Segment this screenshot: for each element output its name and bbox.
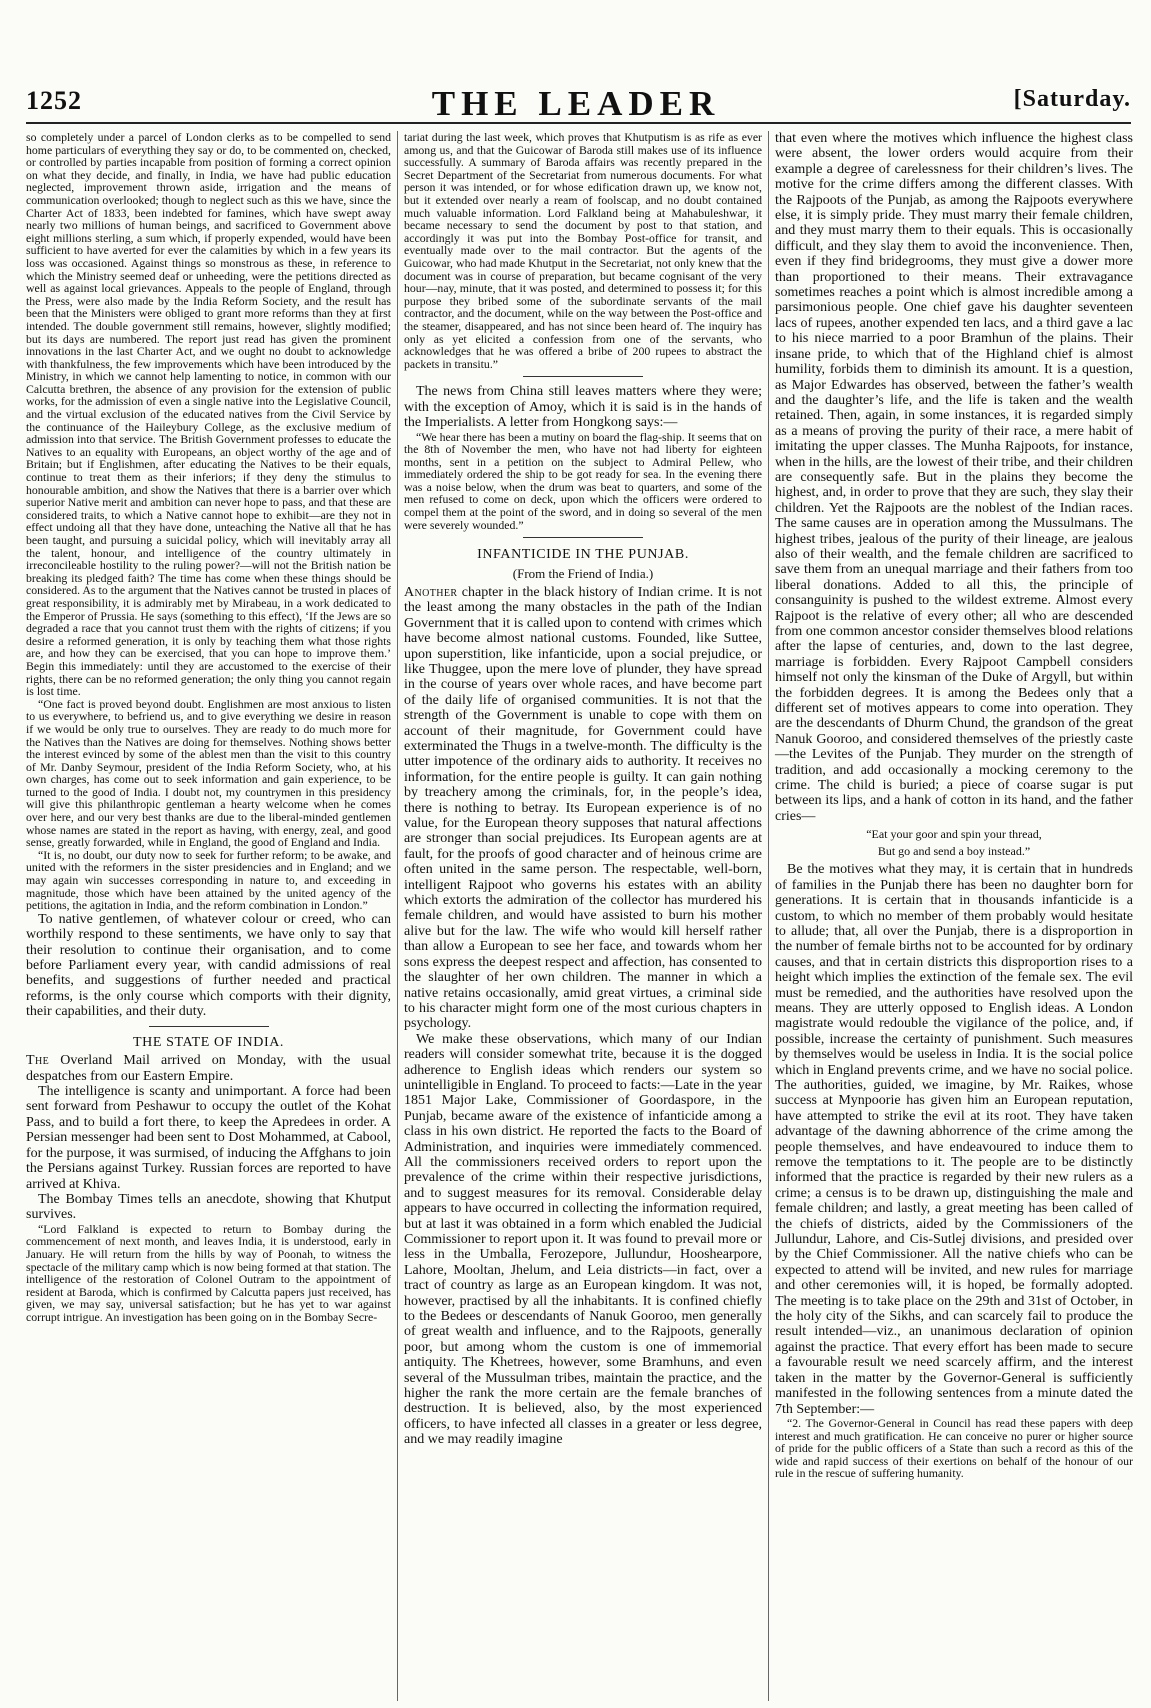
- article-separator: [523, 376, 643, 377]
- verse-line-1: “Eat your goor and spin your thread,: [866, 827, 1042, 842]
- column-3: [768, 131, 1133, 1701]
- infanticide-lead-word: Another: [404, 584, 458, 600]
- infanticide-intro: [404, 585, 762, 1032]
- infanticide-facts: We make these observations, which many of our Indian readers will consider somewhat trite, because it is the dogged adherence to English ideas which renders our system so unintelligible in England. To proceed to facts:—Late in the year 1851 Major Lake, Commissioner of Goordaspore, in the Punjab, became aware of the existence of infanticide among a class in his own district. He reported the facts to the Board of Administration, and inquiries were immediately commenced. All the commissioners received orders to report upon the prevalence of the crime within their respective jurisdictions, and to suggest measures for its removal. Considerable delay appears to have occurred in collecting the information required, but at last it was obtained in a form which enabled the Judicial Commissioner to report upon it. It was found to prevail more or less in the Umballa, Ferozepore, Jullundur, Hooshearpore, Lahore, Mooltan, Jhelum, and Leia districts—in fact, over a tract of country as large as an European kingdom. It was not, however, practised by all the inhabitants. It is confined chiefly to the Bedees or descendants of Nanuk Gooroo, men generally of great wealth and influence, and to the Rajpoots, generally poor, but among whom the custom is one of immemorial antiquity. The Khetrees, however, some Bramhuns, and even several of the Mussulman tribes, maintain the practice, and the higher the rank the more certain are the female branches of destruction. It is believed, also, by the most experienced officers, to have infected all classes in a greater or less degree, and we may readily imagine: [404, 1031, 762, 1448]
- hongkong-quote: “We hear there has been a mutiny on board the flag-ship. It seems that on the 8th of November the men, who have not had liberty for eighteen months, sent in a petition on the subject to Admiral Pellew, who immediately ordered the ship to be got ready for sea. In the evening there was a noise below, when the drum was beat to quarters, and some of the men refused to come on deck, upon which the officers were ordered to compel them at the point of the sword, and in doing so several of the men were severely wounded.”: [404, 429, 762, 532]
- newspaper-title: THE LEADER: [431, 84, 721, 123]
- bombay-times-quote: “Lord Falkland is expected to return to Bombay during the commencement of next month, and leaves India, it is understood, early in January. He will return from the hills by way of Poonah, to witness the spectacle of the military camp which is now being formed at that station. The intelligence of the restoration of Colonel Outram to the appointment of resident at Baroda, which is confirmed by Calcutta papers just received, has given, we may say, universal satisfaction; but he has yet to war against corrupt intrigue. An investigation has been going on in the Bombay Secre-: [26, 1221, 391, 1324]
- bombay-times-intro: The Bombay Times tells an anecdote, showing that Khutput survives.: [26, 1191, 391, 1223]
- issue-day: [Saturday.: [1013, 86, 1131, 112]
- infanticide-remedy: Be the motives what they may, it is certain that in hundreds of families in the Punjab there has been no daughter born for generations. It is certain that in thousands infanticide is a custom, to which no member of them probably would hesitate to allude; that, all over the Punjab, there is a disproportion in the number of female births not to be accounted for by ordinary causes, and that in certain districts this disproportion rises to a height which implies the extinction of the female sex. The evil must be remedied, and the authorities have resolved upon the means. They are utterly opposed to English ideas. A London magistrate would redouble the vigilance of the police, and, if possible, increase the certainty of punishment. Such measures by themselves would be useless in India. It is the social police which in England prevents crime, and we have no social police. The authorities, guided, we imagine, by Mr. Raikes, whose success at Mynpoorie has given him an European reputation, have attempted to strike the evil at its root. They have taken advantage of the dawning abhorrence of the crime among the people themselves, and have endeavoured to induce them to remove the temptations to it. The people are to be distinctly informed that the practice is regarded by their new rulers as a crime; a census is to be drawn up, distinguishing the male and female children; and lastly, a great meeting has been called of the chiefs of districts, aided by the Commissioners of the Jullundur, Lahore, and Cis-Sutlej divisions, and presided over by the Chief Commissioner. All the native chiefs who can be expected to attend will be invited, and new rules for marriage and other ceremonies will, it is hoped, be formally adopted. The meeting is to take place on the 29th and 31st of October, in the holy city of the Sikhs, and can scarcely fail to produce the result intended—viz., an unanimous declaration of opinion against the practice. That every effort has been made to secure a favourable result we need scarcely affirm, and the interest taken in the matter by the Governor-General is sufficiently manifested in the following sentences from a minute dated the 7th September:—: [775, 862, 1133, 1417]
- infanticide-motives: that even where the motives which influence the highest class were absent, the lower orders would acquire from their example a degree of carelessness for their children’s lives. The motive for the crime differs among the different classes. With the Rajpoots of the Punjab, as among the Rajpoots everywhere else, it is simply pride. They must marry their female children, and they must marry them to their equals. This is occasionally difficult, and they slay them to avoid the inconvenience. Then, even if they find bridegrooms, they must give a dower more than proportioned to their means. Their extravagance sometimes reaches a point which is almost incredible among a parsimonious people. One chief gave his daughter seventeen lacs of rupees, another expended ten lacs, and a third gave a lac to his niece married to a poor Bramhun of the plains. Their insane pride, to which that of the Highland chief is almost humility, forbids them to diminish its amount. It is a question, as Major Edwardes has observed, between the father’s wealth and the daughter’s life, and the life is taken and the wealth retained. Then, again, in some instances, it is regarded simply as a means of proving the purity of their race, a mere habit of imitating the upper classes. The Munha Rajpoots, for instance, when in the hills, are the lowest of their tribe, and their children are consequently safe. But in the plains they become the highest, and, in order to prove that they are such, they slay their children. Yet the Rajpoots are the noblest of the Indian races. The same causes are in operation among the Mussulmans. The highest tribes, jealous of the purity of their lineage, are jealous also of their wealth, and the female children are sacrificed to save them from an unequal marriage and their fathers from too liberal donations. Added to all this, the principle of consanguinity is pushed to the wildest extreme. Almost every Rajpoot is the relative of every other; all who are descended from one common ancestor consider themselves blood relations after the lapse of centuries, and, down to the last degree, marriage is forbidden. Every Rajpoot Campbell considers himself not only the kinsman of the Duke of Argyll, but within the forbidden degrees. It is among the Bedees only that a different set of motives appears to come into operation. They are the descendants of Dhurm Chund, the grandson of the great Nanuk Gooroo, and considered themselves of the priestly caste—the Levites of the Punjab. They murder on the strength of tradition, and add occasionally a mocking ceremony to the crime. The child is buried; a piece of coarse sugar is put between its lips, and a hank of cotton in its hand, and the father cries—: [775, 131, 1133, 824]
- column-1: [26, 131, 391, 1701]
- newspaper-masthead: [26, 86, 1131, 126]
- page-number: 1252: [26, 86, 82, 115]
- state-of-india-paragraph: The intelligence is scanty and unimportant. A force had been sent forward from Peshawur to occupy the outlet of the Kohat Pass, and to build a fort there, to keep the Apredees in order. A Persian messenger had been sent to Dost Mohammed, at Cabool, for the purpose, it was surmised, of inducing the Affghans to join the Persians against Turkey. Russian forces are reported to have arrived at Khiva.: [26, 1084, 391, 1192]
- khutput-quote: tariat during the last week, which proves that Khutputism is as rife as ever among us, and that the Guicowar of Baroda still makes use of its influence successfully. A summary of Baroda affairs was recently prepared in the Secret Department of the Secretariat from numerous documents. For what person it was intended, or for whose edification drawn up, we know not, but it extended over nearly a ream of foolscap, and no doubt contained much valuable information. Lord Falkland being at Mahabuleshwar, it became necessary to send the document by post to that station, and accordingly it was put into the Bombay Post-office for transit, and eventually made over to the mail contractor. But the agents of the Guicowar, who had made Khutput in the Secretariat, not only knew that the document was in course of preparation, but became cognisant of the very hour—nay, minute, that it was posted, and determined to possess it; for this purpose they bribed some of the subordinate servants of the mail contractor, and the document, while on the way between the Post-office and the steamer, disappeared, and has not since been heard of. The inquiry has only as yet elicited a confession from one of the servants, who acknowledges that he was offered a bribe of 200 rupees to abstract the packets in transitu.”: [404, 131, 762, 371]
- reform-article-text: so completely under a parcel of London clerks as to be compelled to send home particulars of everything they say or do, to be commented on, checked, or controlled by parties incapable from position of forming a correct opinion on what they decide, and finally, in India, we have had public education neglected, improvement thrown aside, irrigation and the means of communication overlooked; though to neglect such as this we have, since the Charter Act of 1833, been indebted for famines, which have swept away nearly two millions of human beings, and sacrificed to Government above eight millions sterling, a sum which, if properly expended, would have been sufficient to have averted for ever the calamities by which in a few years its loss was occasioned. Against things so monstrous as these, in reference to which the Ministry seemed deaf or unheeding, were the petitions directed as well as against local grievances. Appeals to the people of England, through the Press, were also made by the India Reform Society, and the result has been that the Ministers were obliged to grant more reforms than they at first intended. The double government still remains, however, slightly modified; but its days are numbered. The report just read has given the prominent innovations in the last Charter Act, and we ought no doubt to acknowledge with thankfulness, the few improvements which have been introduced by the Ministry, in which we cannot help lamenting to notice, in common with our Calcutta brethren, the absence of any provision for the extension of public works, for the admission of even a single native into the Legislative Council, and the virtual exclusion of the educated natives from the Civil Service by the continuance of the Haileybury College, as the exclusive medium of admission into that service. The British Government professes to educate the Natives to an equality with Europeans, an object worthy of the age and of Britain; but if Englishmen, after educating the Natives to be their equals, continue to treat them as their inferiors; if they deny the stimulus to honourable ambition, and show the Natives that there is a barrier over which superior Native merit and ambition can never hope to pass, and that these are considered traits, to which a Native cannot hope to exhibit—are they not in effect undoing all that they have done, unteaching the Native all that he has been taught, and pursuing a suicidal policy, which will inevitably array all the talent, honour, and intelligence of the country ultimately in irreconcileable hostility to the ruling power?—will not the British nation be breaking its pledged faith? The time has come when these things should be considered. As to the argument that the Natives cannot be trusted in places of great responsibility, it is admirably met by Mirabeau, in a work dedicated to the Emperor of Prussia. He says (something to this effect), ‘If the Jews are so degraded a race that you cannot trust them with the rights of citizens; if you desire a reformed generation, it is only by teaching them what those rights are, and how they can be exercised, that you can hope to improve them.’ Begin this immediately: until they are accustomed to the exercise of their rights, there can be no reformed generation; the only thing you cannot regain is lost time.: [26, 131, 391, 699]
- state-of-india-intro: [26, 1053, 391, 1084]
- state-of-india-heading: THE STATE OF INDIA.: [132, 1034, 285, 1050]
- state-lead-word: The: [26, 1053, 50, 1069]
- article-separator: [149, 1026, 269, 1027]
- reform-quote-2: “It is, no doubt, our duty now to seek for further reform; to be awake, and united with the reformers in the sister presidencies and in England; and we may again win successes corresponding in nature to, and exceeding in magnitude, those which have been attained by the united agency of the petitions, the agitation in India, and the reform combination in London.”: [26, 847, 391, 913]
- reform-conclusion: To native gentlemen, of whatever colour or creed, who can worthily respond to these sentiments, we have only to say that their resolution to continue their organisation, and to come before Parliament every year, with candid admissions of real benefits, and suggestions of further needed and practical reforms, is the only course which comports with their dignity, their capabilities, and their duty.: [26, 911, 391, 1020]
- infanticide-heading: INFANTICIDE IN THE PUNJAB.: [477, 547, 689, 563]
- column-2: [397, 131, 762, 1701]
- governor-general-quote: “2. The Governor-General in Council has read these papers with deep interest and much gratification. He can conceive no purer or higher source of pride for the public officers of a State than such a record as this of the wide and rapid success of their exertions on behalf of the honour of our rule in the rescue of suffering humanity.: [775, 1415, 1133, 1481]
- reform-quote-1: “One fact is proved beyond doubt. Englishmen are most anxious to listen to us everywhere, to befriend us, and to give everything we desire in reason if we would be only true to ourselves. They are ready to do much more for the Natives than the Natives are doing for themselves. Nothing shows better the interest evinced by some of the ablest men than the visit to this country of Mr. Danby Seymour, president of the India Reform Society, who, at his own charges, has come out to seek information and gain experience, to be turned to the good of India. I doubt not, my countrymen in this presidency will give this philanthropic gentleman a hearty welcome when he comes over here, and our very best thanks are due to the liberal-minded gentlemen whose names are stated in the report as having, with energy, zeal, and good sense, greatly forwarded, while in England, the good of England and India.: [26, 696, 391, 850]
- china-news: The news from China still leaves matters where they were; with the exception of Amoy, which it is said is in the hands of the Imperialists. A letter from Hongkong says:—: [404, 384, 762, 431]
- newspaper-columns: [26, 131, 1131, 1701]
- verse-line-2: But go and send a boy instead.”: [877, 844, 1031, 859]
- article-separator: [523, 537, 643, 538]
- state-intro-text: Overland Mail arrived on Monday, with the usual despatches from our Eastern Empire.: [26, 1053, 391, 1084]
- infanticide-source: (From the Friend of India.): [512, 565, 654, 581]
- infanticide-intro-text: chapter in the black history of Indian crime. It is not the least among the many obstacles in the path of the Indian Government that it is called upon to contend with crimes which have become almost national customs. Founded, like Suttee, upon superstition, like infanticide, upon a social prejudice, or like Thuggee, upon the mere love of plunder, they have spread in the course of years over whole races, and have become part of the daily life of organised communities. It is not that the strength of the Government is unable to cope with them on account of their magnitude, for Government could have exterminated the Thugs in a twelve-month. The difficulty is the utter impotence of the ordinary aids to authority. It receives no information, for the entire people is guilty. It can gain nothing by treachery among the criminals, for, in the people’s idea, there is nothing to betray. Its European experience is of no value, for the European theory supposes that natural affections are stronger than social prejudices. Its European agents are at fault, for the proofs of good character and of heinous crime are often united in the same person. The respectable, well-born, intelligent Rajpoot who governs his estates with an ability which extorts the admiration of the collector has murdered his female children, and would have assisted to burn his mother alive but for the law. The wife who would kill herself rather than allow a European to see her face, and towards whom her sons express the deepest respect and affection, has consented to the slaughter of her own children. The manner in which a native retains occasionally, amid great virtues, a criminal side to his character might form one of the most curious chapters in psychology.: [404, 584, 762, 1032]
- header-rule: [26, 122, 1131, 124]
